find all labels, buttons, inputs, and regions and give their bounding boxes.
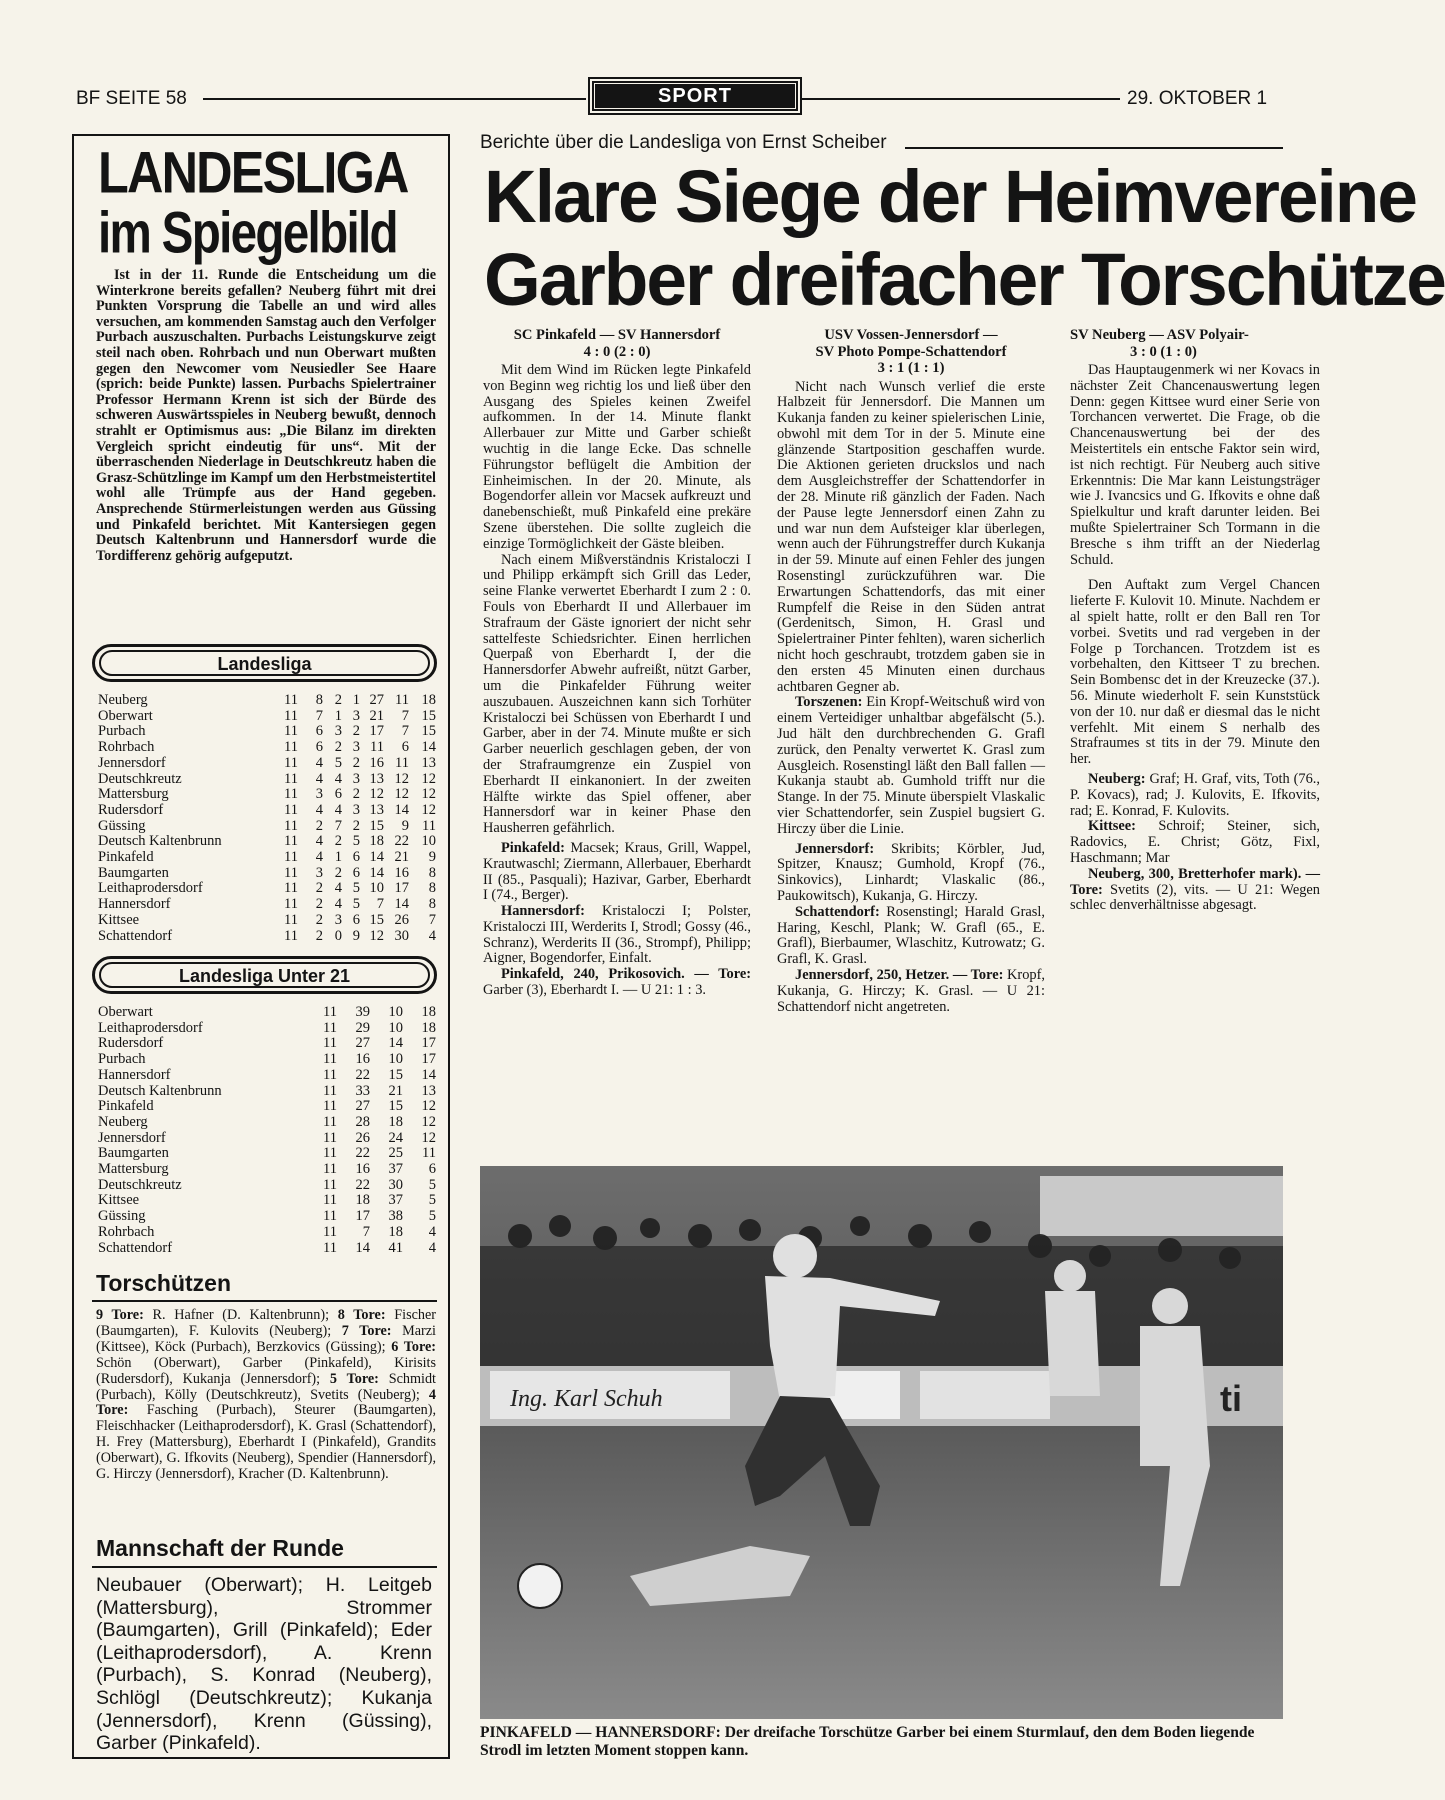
team-name-cell: Jennersdorf (98, 1129, 166, 1146)
stat-cell: 17 (355, 1208, 370, 1225)
section-label-box (588, 77, 802, 115)
stat-cell: 4 (315, 801, 323, 818)
stat-cell: 21 (388, 1082, 403, 1099)
sidebar-title-line2: im Spiegelbild (98, 198, 397, 265)
lineup-away: Schattendorf: Rosenstingl; Harald Grasl, Haring, Keschl, Plank; W. Grafl (65., E. Grafl), Bierbaumer, Wlaschitz, Kutrowatz; G. Grafl, K. Grasl. (777, 903, 1045, 968)
lineup-away: Hannersdorf: Kristaloczi I; Polster, Kristaloczi III, Werderits I, Strodl; Gossy (46., Schranz), Werderits II (36., Strompf), Philipp; Aigner, Bogendorfer, Einfalt. (483, 903, 751, 967)
match-photo (480, 1166, 1283, 1719)
team-name-cell: Deutschkreutz (98, 1176, 182, 1193)
stat-cell: 26 (394, 911, 409, 928)
table-row (98, 850, 436, 866)
game-title: USV Vossen-Jennersdorf — (824, 327, 998, 343)
stat-cell: 18 (421, 1019, 436, 1036)
team-name-cell: Rudersdorf (98, 801, 164, 818)
stat-cell: 21 (394, 849, 409, 866)
stat-cell: 12 (421, 770, 436, 787)
table-row (98, 1241, 436, 1257)
stat-cell: 4 (315, 754, 323, 771)
team-name-cell: Mattersburg (98, 786, 169, 803)
report-paragraph: Mit dem Wind im Rücken legte Pinkafeld von Beginn weg richtig los und ließ über den Ausgang des Spieles keinen Zweifel aufkommen. In der 14. Minute flankt Allerbauer zur Mitte und Garber schießt wuchtig in die lange Ecke. Das schnelle Führungstor beflügelt die Ambition der Einheimischen. In der 20. Minute, als Bogendorfer allein vor Macsek aufkreuzt und danebenschießt, muß Pinkafeld eine prekäre Szene überstehen. Die sollte zugleich die einzige Tormöglichkeit der Gäste bleiben. (483, 362, 751, 552)
match-info: Pinkafeld, 240, Prikosovich. — Tore: Garber (3), Eberhardt I. — U 21: 1 : 3. (483, 966, 751, 999)
headline-line2: Garber dreifacher Torschütze (484, 238, 1445, 322)
stat-cell: 12 (369, 786, 384, 803)
header-rule-left (203, 98, 586, 100)
stat-cell: 4 (315, 833, 323, 850)
game-score: 4 : 0 (2 : 0) (583, 343, 651, 360)
stat-cell: 7 (428, 911, 436, 928)
stat-cell: 18 (355, 1192, 370, 1209)
game-score: 3 : 0 (1 : 0) (1130, 343, 1197, 360)
table-row (98, 709, 436, 725)
stat-cell: 7 (401, 707, 409, 724)
stat-cell: 37 (388, 1161, 403, 1178)
report-paragraph: Nach einem Mißverständnis Kristaloczi I und Philipp erkämpft sich Grill das Leder, seine Flanke verwertet Eberhardt I zum 2 : 0. Fouls von Eberhardt II und Allerbauer im Strafraum der Gäste ignoriert der nicht sehr sattelfeste Schiedsrichter. Einen herrlichen Querpaß von Eberhardt I, der die Hannersdorfer Abwehr aufreißt, nützt Garber, um die Pinkafelder Führung weiter auszubauen. Auszeichnen kann sich Torhüter Kristaloczi bei Schüssen von Eberhardt I und Garber, aber in der 74. Minute mußte er sich Garber neuerlich geschlagen geben, der von der Strafraumgrenze ein Zuspiel von Eberhardt II einkanoniert. In der zweiten Hälfte wirkte das Spiel offener, aber Hannersdorf war in keiner Phase den Hausherren gefährlich. (483, 551, 751, 837)
stat-cell: 11 (323, 1129, 337, 1146)
table-row (98, 1131, 436, 1147)
team-name-cell: Güssing (98, 1208, 146, 1225)
stat-cell: 14 (421, 1066, 436, 1083)
stat-cell: 3 (334, 723, 342, 740)
team-rule (92, 1566, 437, 1568)
stat-cell: 11 (323, 1019, 337, 1036)
stat-cell: 7 (362, 1223, 370, 1240)
stat-cell: 5 (352, 896, 360, 913)
stat-cell: 14 (369, 849, 384, 866)
team-name-cell: Leithaprodersdorf (98, 880, 203, 897)
team-name-cell: Baumgarten (98, 1145, 169, 1162)
team-name-cell: Mattersburg (98, 1161, 169, 1178)
stat-cell: 6 (334, 786, 342, 803)
team-name-cell: Pinkafeld (98, 849, 154, 866)
table-row (98, 929, 436, 945)
stat-cell: 8 (428, 880, 436, 897)
stat-cell: 6 (315, 723, 323, 740)
stat-cell: 12 (421, 1113, 436, 1130)
report-paragraph: Nicht nach Wunsch verlief die erste Halbzeit für Jennersdorf. Die Mannen um Kukanja fanden zu keiner spielerischen Linie, obwohl mit dem Tor in der 5. Minute eine glänzende Startposition geschaffen wurde. Die Aktionen gerieten druckslos und nach dem Ausgleichstreffer der Schattendorfer in der 28. Minute riß gänzlich der Faden. Nach der Pause legte Jennersdorf einen Zahn zu und war nun dem Aufsteiger klar überlegen, wenn auch der Führungstreffer durch Kukanja in der 59. Minute auf einen Fehler des jungen Rosenstingl zurückzuführen war. Die Erwartungen Schattendorfs, das mit einer Rumpfelf die Reise in den Süden antrat (Gerdenitsch, Simon, H. Grasl und Spielertrainer Pinter fehlten), waren sicherlich nicht hoch geschraubt, trotzdem gaben sie in den ersten 45 Minuten einen durchaus achtbaren Gegner ab. (777, 378, 1045, 695)
stat-cell: 11 (422, 817, 436, 834)
stat-cell: 2 (315, 880, 323, 897)
team-name-cell: Baumgarten (98, 864, 169, 881)
team-name-cell: Kittsee (98, 1192, 140, 1209)
team-name-cell: Jennersdorf (98, 754, 166, 771)
stat-cell: 9 (401, 817, 409, 834)
stat-cell: 11 (284, 833, 298, 850)
stat-cell: 22 (355, 1145, 370, 1162)
table-row (98, 1225, 436, 1241)
team-name-cell: Purbach (98, 1051, 146, 1068)
stat-cell: 7 (376, 896, 384, 913)
stat-cell: 17 (394, 880, 409, 897)
table-row (98, 897, 436, 913)
table-row (98, 740, 436, 756)
stat-cell: 5 (428, 1192, 436, 1209)
stat-cell: 5 (428, 1176, 436, 1193)
stat-cell: 14 (394, 896, 409, 913)
stat-cell: 1 (352, 692, 360, 708)
stat-cell: 18 (388, 1223, 403, 1240)
stat-cell: 11 (323, 1145, 337, 1162)
team-name-cell: Deutsch Kaltenbrunn (98, 1082, 222, 1099)
table-row (98, 1178, 436, 1194)
stat-cell: 13 (369, 801, 384, 818)
table-row (98, 756, 436, 772)
stat-cell: 10 (388, 1051, 403, 1068)
team-name-cell: Oberwart (98, 1004, 153, 1020)
stat-cell: 16 (394, 864, 409, 881)
table-row (98, 1036, 436, 1052)
report-paragraph: Den Auftakt zum Vergel Chancen lieferte F. Kulovit 10. Minute. Nachdem er al spielt hatte, rollt er den Ball ren Tor vorbei. Svetits und rad vergeben in der Folge p Torchancen. Trotzdem ist es vorbehalten, den Kittseer T zu brechen. Sein Bombensc det in der Kreuzecke (37.). 56. Minute wiederholt F. sein Kunststück von der 10. nur daß er diesmal das le nicht verfehlt. Mit einem S nerhalb des Strafraumes st tits in der 79. Minute den her. (1070, 577, 1320, 768)
lineup-away: Kittsee: Schroif; Steiner, sich, Radovics, E. Christ; Götz, Fixl, Haschmann; Mar (1070, 818, 1320, 866)
stat-cell: 12 (421, 786, 436, 803)
stat-cell: 3 (352, 770, 360, 787)
lineup-home: Pinkafeld: Macsek; Kraus, Grill, Wappel, Krautwaschl; Ziermann, Allerbauer, Eberhardt II (85., Pasquali); Hazivar, Garber, Eberhardt I (74., Berger). (483, 839, 751, 904)
stat-cell: 11 (284, 786, 298, 803)
stat-cell: 11 (323, 1113, 337, 1130)
stat-cell: 38 (388, 1208, 403, 1225)
stat-cell: 2 (315, 911, 323, 928)
stat-cell: 6 (401, 739, 409, 756)
header-rule-right (800, 98, 1120, 100)
table-row (98, 1021, 436, 1037)
stat-cell: 13 (421, 754, 436, 771)
stat-cell: 30 (394, 927, 409, 944)
table-row (98, 834, 436, 850)
stat-cell: 11 (284, 911, 298, 928)
match-photo-illustration (480, 1166, 1283, 1719)
stat-cell: 7 (401, 723, 409, 740)
stat-cell: 14 (394, 801, 409, 818)
table-row (98, 1146, 436, 1162)
stat-cell: 8 (315, 692, 323, 708)
stat-cell: 12 (421, 801, 436, 818)
stat-cell: 11 (284, 754, 298, 771)
table-row (98, 1084, 436, 1100)
stat-cell: 3 (315, 786, 323, 803)
stat-cell: 11 (284, 927, 298, 944)
stat-cell: 16 (355, 1161, 370, 1178)
table-row (98, 1005, 436, 1021)
stat-cell: 11 (284, 849, 298, 866)
scorers-heading: Torschützen (96, 1270, 232, 1296)
page-number: BF SEITE 58 (76, 88, 187, 109)
report-paragraph: Das Hauptaugenmerk wi ner Kovacs in nächster Zeit Chancenauswertung legen Denn: gegen Kittsee wurd einer Serie von Torchancen verwertet. Die Frage, ob die Chancenauswertung bei der des Meistertitels ein entsche Faktor sein wird, ist nich rechtigt. Für Neuberg auch sitive Erkenntnis: Die Mar kann Leistungsträger wie J. Ivancsics und G. Ifkovits e ohne daß Spielkultur und kraft darunter leiden. Bei mußte Spielertrainer Sch Tormann in die Bresche s ihm trifft an der Niederlag Schuld. (1070, 362, 1320, 568)
stat-cell: 11 (323, 1035, 337, 1052)
team-name-cell: Leithaprodersdorf (98, 1019, 203, 1036)
stat-cell: 2 (352, 723, 360, 740)
table-row (98, 1193, 436, 1209)
stat-cell: 29 (355, 1019, 370, 1036)
table1-heading (92, 644, 437, 682)
football (518, 1564, 562, 1608)
team-name-cell: Güssing (98, 817, 146, 834)
stat-cell: 12 (421, 1098, 436, 1115)
kicker-rule (905, 147, 1283, 149)
sidebar-intro: Ist in der 11. Runde die Entscheidung um die Winterkrone bereits gefallen? Neuberg führt mit drei Punkten Vorsprung die Tabelle an und wird alles versuchen, am kommenden Samstag auch den Verfolger Purbach auszuschalten. Purbachs Leistungskurve zeigt steil nach oben. Rohrbach und nun Oberwart mußten gegen den Newcomer vom Neusiedler See Haare (sprich: beide Punkte) lassen. Purbachs Spielertrainer Professor Hermann Krenn ist sich der Bürde des schweren Auswärtsspieles in Neuberg bewußt, dennoch strahlt er Optimismus aus: „Die Bilanz im direkten Vergleich spricht eindeutig für uns“. Mit der überraschenden Niederlage in Deutschkreutz haben die Grasz-Schützlinge im Kampf um den Herbstmeistertitel wohl alle Trümpfe aus der Hand gegeben. Ansprechende Stürmerleistungen werden aus Güssing und Pinkafeld berichtet. Mit Kantersiegen gegen Deutsch Kaltenbrunn und Hannersdorf wurde die Tordifferenz gehörig aufgeputzt. (96, 267, 436, 564)
stat-cell: 11 (422, 1145, 436, 1162)
stat-cell: 11 (284, 707, 298, 724)
stat-cell: 11 (323, 1223, 337, 1240)
stat-cell: 2 (334, 833, 342, 850)
stat-cell: 9 (428, 849, 436, 866)
u21-table (98, 1005, 436, 1256)
stat-cell: 4 (334, 880, 342, 897)
stat-cell: 16 (355, 1051, 370, 1068)
stat-cell: 30 (388, 1176, 403, 1193)
stat-cell: 15 (388, 1066, 403, 1083)
stat-cell: 6 (352, 849, 360, 866)
team-name-cell: Schattendorf (98, 1239, 173, 1256)
stat-cell: 2 (352, 754, 360, 771)
team-name-cell: Rudersdorf (98, 1035, 164, 1052)
stat-cell: 37 (388, 1192, 403, 1209)
issue-date: 29. OKTOBER 1 (1127, 88, 1268, 109)
stat-cell: 11 (323, 1098, 337, 1115)
stat-cell: 4 (334, 770, 342, 787)
stat-cell: 11 (284, 864, 298, 881)
stat-cell: 15 (369, 817, 384, 834)
stat-cell: 22 (355, 1176, 370, 1193)
stat-cell: 11 (284, 770, 298, 787)
section-label: SPORT (594, 83, 796, 109)
stat-cell: 4 (334, 801, 342, 818)
photo-caption: PINKAFELD — HANNERSDORF: Der dreifache Torschütze Garber bei einem Sturmlauf, den dem Boden liegende Strodl im letzten Moment stoppen kann. (480, 1724, 1255, 1759)
stat-cell: 11 (323, 1051, 337, 1068)
stat-cell: 4 (428, 1239, 436, 1256)
stat-cell: 3 (352, 801, 360, 818)
stat-cell: 14 (369, 864, 384, 881)
stat-cell: 11 (284, 880, 298, 897)
stat-cell: 11 (284, 896, 298, 913)
stat-cell: 33 (355, 1082, 370, 1099)
stat-cell: 12 (369, 927, 384, 944)
stat-cell: 3 (315, 864, 323, 881)
stat-cell: 28 (355, 1113, 370, 1130)
stat-cell: 11 (323, 1082, 337, 1099)
table2-title: Landesliga Unter 21 (99, 962, 430, 988)
stat-cell: 11 (284, 723, 298, 740)
stat-cell: 3 (352, 707, 360, 724)
stat-cell: 2 (334, 739, 342, 756)
stat-cell: 22 (355, 1066, 370, 1083)
stat-cell: 22 (394, 833, 409, 850)
stat-cell: 6 (352, 864, 360, 881)
team-name-cell: Deutschkreutz (98, 770, 182, 787)
stat-cell: 18 (388, 1113, 403, 1130)
table-row (98, 1209, 436, 1225)
scorers-rule (92, 1300, 437, 1302)
stat-cell: 4 (315, 770, 323, 787)
stat-cell: 2 (352, 786, 360, 803)
team-name-cell: Schattendorf (98, 927, 173, 944)
stat-cell: 16 (369, 754, 384, 771)
team-name-cell: Kittsee (98, 911, 140, 928)
stat-cell: 26 (355, 1129, 370, 1146)
table-row (98, 881, 436, 897)
report-neuberg (1070, 327, 1320, 914)
stat-cell: 11 (284, 817, 298, 834)
stat-cell: 12 (421, 1129, 436, 1146)
stat-cell: 6 (315, 739, 323, 756)
stat-cell: 18 (369, 833, 384, 850)
banner-text: Ing. Karl Schuh (510, 1386, 663, 1412)
table-row (98, 787, 436, 803)
stat-cell: 12 (394, 770, 409, 787)
table1-title: Landesliga (99, 650, 430, 676)
stat-cell: 41 (388, 1239, 403, 1256)
stat-cell: 11 (323, 1161, 337, 1178)
team-name-cell: Deutsch Kaltenbrunn (98, 833, 222, 850)
stat-cell: 4 (334, 896, 342, 913)
stat-cell: 11 (323, 1192, 337, 1209)
stat-cell: 4 (428, 927, 436, 944)
stat-cell: 5 (352, 880, 360, 897)
stat-cell: 0 (334, 927, 342, 944)
stat-cell: 8 (428, 896, 436, 913)
stat-cell: 4 (315, 849, 323, 866)
team-name-cell: Oberwart (98, 707, 153, 724)
team-name-cell: Hannersdorf (98, 1066, 171, 1083)
stat-cell: 8 (428, 864, 436, 881)
table-row (98, 866, 436, 882)
table-row (98, 772, 436, 788)
stat-cell: 11 (323, 1208, 337, 1225)
stat-cell: 18 (421, 1004, 436, 1020)
stat-cell: 11 (284, 801, 298, 818)
stat-cell: 25 (388, 1145, 403, 1162)
team-name-cell: Rohrbach (98, 1223, 155, 1240)
lineup-home: Neuberg: Graf; H. Graf, vits, Toth (76., P. Kovacs), rad; J. Kulovits, E. Ifkovits, rad; E. Konrad, F. Kulovits. (1070, 770, 1320, 819)
table2-heading (92, 956, 437, 994)
scorers-text: 9 Tore: R. Hafner (D. Kaltenbrunn); 8 Tore: Fischer (Baumgarten), F. Kulovits (Neuberg); 7 Tore: Marzi (Kittsee), Köck (Purbach), Berzkovics (Güssing); 6 Tore: Schön (Oberwart), Garber (Pinkafeld), Kirisits (Rudersdorf), Kukanja (Jennersdorf); 5 Tore: Schmidt (Purbach), Kölly (Deutschkreutz), Svetits (Neuberg); 4 Tore: Fasching (Purbach), Steurer (Baumgarten), Fleischhacker (Leithaprodersdorf), K. Grasl (Schattendorf), H. Frey (Mattersburg), Eberhardt I (Pinkafeld), Grandits (Oberwart), G. Ifkovits (Neuberg), Spendier (Hannersdorf), G. Hirczy (Jennersdorf), Kracher (D. Kaltenbrunn). (96, 1307, 437, 1483)
table-row (98, 693, 436, 709)
stat-cell: 6 (428, 1161, 436, 1178)
report-paragraph: Torszenen: Ein Kropf-Weitschuß wird von einem Verteidiger unhaltbar abgefälscht (5.). Jud hält den durchbrechenden G. Grafl zurück, den Penalty verwertet K. Grasl zum Ausgleich. Rosenstingl läßt den Ball fallen — Kukanja staubt ab. Gumhold trifft nur die Stange. In der 75. Minute überspielt Vlaskalic vier Schattendorfer, sein Zuspiel bugsiert G. Hirczy über die Linie. (777, 694, 1045, 837)
stat-cell: 39 (355, 1004, 370, 1020)
stat-cell: 17 (421, 1035, 436, 1052)
stat-cell: 27 (355, 1098, 370, 1115)
stat-cell: 10 (369, 880, 384, 897)
stat-cell: 2 (315, 817, 323, 834)
stat-cell: 2 (315, 896, 323, 913)
stat-cell: 14 (355, 1239, 370, 1256)
stat-cell: 11 (395, 692, 409, 708)
stat-cell: 18 (421, 692, 436, 708)
stat-cell: 2 (334, 864, 342, 881)
table-row (98, 803, 436, 819)
stat-cell: 15 (421, 707, 436, 724)
game-score: 3 : 1 (1 : 1) (877, 360, 945, 376)
stat-cell: 15 (388, 1098, 403, 1115)
game-title: SV Photo Pompe-Schattendorf (815, 343, 1007, 360)
stat-cell: 15 (369, 911, 384, 928)
headline-line1: Klare Siege der Heimvereine (484, 155, 1416, 239)
sidebar-title-line1: LANDESLIGA (98, 138, 408, 205)
stat-cell: 11 (370, 739, 384, 756)
stat-cell: 14 (388, 1035, 403, 1052)
stat-cell: 3 (352, 739, 360, 756)
stat-cell: 15 (421, 723, 436, 740)
team-name-cell: Rohrbach (98, 739, 155, 756)
stat-cell: 6 (352, 911, 360, 928)
stat-cell: 14 (421, 739, 436, 756)
table-row (98, 913, 436, 929)
stat-cell: 27 (369, 692, 384, 708)
table-row (98, 1115, 436, 1131)
stat-cell: 11 (284, 739, 298, 756)
lineup-home: Jennersdorf: Skribits; Körbler, Jud, Spitzer, Knausz; Gumhold, Kropf (76., Sinkovics), Linhardt; Vlaskalic (86., Paukowitsch), Kukanja, G. Hirczy. (777, 840, 1045, 904)
table-row (98, 1099, 436, 1115)
stat-cell: 2 (352, 817, 360, 834)
stat-cell: 11 (323, 1239, 337, 1256)
team-name-cell: Neuberg (98, 1113, 148, 1130)
stat-cell: 10 (388, 1019, 403, 1036)
stat-cell: 11 (395, 754, 409, 771)
stat-cell: 5 (428, 1208, 436, 1225)
table-row (98, 819, 436, 835)
stat-cell: 9 (352, 927, 360, 944)
team-name-cell: Hannersdorf (98, 896, 171, 913)
landesliga-table (98, 693, 436, 944)
table-row (98, 1068, 436, 1084)
stat-cell: 17 (421, 1051, 436, 1068)
report-jennersdorf (777, 327, 1045, 1015)
game-title: SV Neuberg — ASV Polyair- (1070, 327, 1249, 343)
match-info: Neuberg, 300, Bretterhofer mark). — Tore: Svetits (2), vits. — U 21: Wegen schlec denverhältnisse abgesagt. (1070, 865, 1320, 914)
stat-cell: 21 (369, 707, 384, 724)
team-name-cell: Purbach (98, 723, 146, 740)
game-title: SC Pinkafeld — SV Hannersdorf (513, 327, 721, 343)
stat-cell: 11 (323, 1066, 337, 1083)
stat-cell: 3 (334, 911, 342, 928)
team-text: Neubauer (Oberwart); H. Leitgeb (Mattersburg), Strommer (Baumgarten), Grill (Pinkafeld); Eder (Leithaprodersdorf), A. Krenn (Purbach), S. Konrad (Neuberg), Schlögl (Deutschkreutz); Kukanja (Jennersdorf), Krenn (Güssing), Garber (Pinkafeld). (96, 1574, 432, 1755)
stat-cell: 27 (355, 1035, 370, 1052)
side-banner-text: ti (1220, 1378, 1242, 1419)
stat-cell: 11 (323, 1004, 337, 1020)
stat-cell: 13 (369, 770, 384, 787)
stat-cell: 2 (315, 927, 323, 944)
stat-cell: 7 (315, 707, 323, 724)
team-heading: Mannschaft der Runde (96, 1535, 344, 1561)
report-pinkafeld (483, 327, 751, 999)
stat-cell: 1 (334, 849, 342, 866)
stat-cell: 2 (334, 692, 342, 708)
stat-cell: 1 (334, 707, 342, 724)
table-row (98, 724, 436, 740)
article-kicker: Berichte über die Landesliga von Ernst Scheiber (480, 132, 887, 153)
stat-cell: 17 (369, 723, 384, 740)
match-info: Jennersdorf, 250, Hetzer. — Tore: Kropf, Kukanja, G. Hirczy; K. Grasl. — U 21: Schattendorf nicht angetreten. (777, 966, 1045, 1015)
team-name-cell: Pinkafeld (98, 1098, 154, 1115)
stat-cell: 4 (428, 1223, 436, 1240)
stat-cell: 5 (334, 754, 342, 771)
stat-cell: 24 (388, 1129, 403, 1146)
stat-cell: 10 (388, 1004, 403, 1020)
stat-cell: 11 (284, 692, 298, 708)
stat-cell: 5 (352, 833, 360, 850)
stat-cell: 7 (334, 817, 342, 834)
team-name-cell: Neuberg (98, 692, 148, 708)
table-row (98, 1052, 436, 1068)
stat-cell: 13 (421, 1082, 436, 1099)
stat-cell: 11 (323, 1176, 337, 1193)
table-row (98, 1162, 436, 1178)
stat-cell: 10 (421, 833, 436, 850)
stat-cell: 12 (394, 786, 409, 803)
